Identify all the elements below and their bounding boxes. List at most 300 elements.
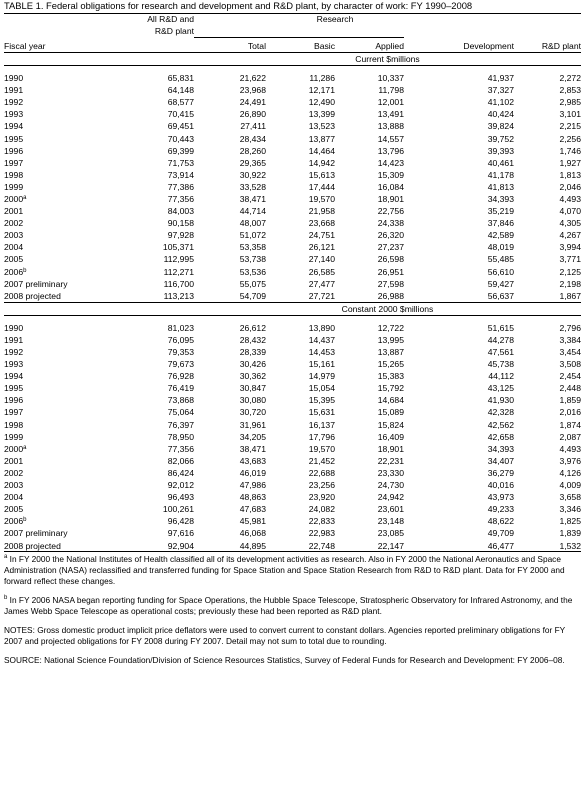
rd-plant-cell: 2,016 <box>559 407 581 418</box>
rd-plant-cell: 1,927 <box>559 157 581 168</box>
rd-plant-cell: 2,448 <box>559 383 581 394</box>
rd-plant-cell: 1,839 <box>559 528 581 539</box>
fiscal-year-cell: 1992 <box>4 97 24 108</box>
fiscal-year-cell: 2007 preliminary <box>4 528 68 539</box>
basic-cell: 21,452 <box>308 455 335 466</box>
fiscal-year-cell: 1998 <box>4 169 24 180</box>
rd-plant-cell: 3,454 <box>559 347 581 357</box>
table-row <box>4 229 581 241</box>
research-total-cell: 34,205 <box>239 431 266 442</box>
table-row <box>4 181 581 193</box>
rd-plant-cell: 2,796 <box>559 322 581 333</box>
all-rd-cell: 73,914 <box>167 169 194 180</box>
development-cell: 39,824 <box>487 121 514 132</box>
footnote-marker: b <box>23 267 27 274</box>
footnote-a <box>4 554 581 587</box>
basic-cell: 14,464 <box>308 145 335 156</box>
fiscal-year-cell: 2002 <box>4 467 24 478</box>
table-row <box>4 334 581 346</box>
rd-plant-cell: 1,867 <box>514 290 581 303</box>
rd-plant-cell: 4,009 <box>559 480 581 491</box>
research-total-cell: 33,528 <box>239 181 266 192</box>
basic-cell: 15,161 <box>308 359 335 370</box>
research-total-cell: 45,981 <box>239 516 266 527</box>
applied-cell: 26,951 <box>377 266 404 277</box>
basic-cell: 19,570 <box>308 443 335 454</box>
table-row <box>4 503 581 515</box>
table-row <box>4 479 581 491</box>
research-total-cell: 30,080 <box>239 395 266 406</box>
basic-cell: 11,286 <box>309 73 335 84</box>
research-total-cell: 30,426 <box>239 359 266 370</box>
research-total-cell: 23,968 <box>239 85 266 96</box>
table-row <box>4 370 581 382</box>
development-cell: 40,424 <box>487 109 514 120</box>
rd-plant-cell: 4,267 <box>559 230 581 241</box>
all-rd-cell: 69,451 <box>167 121 194 132</box>
applied-cell: 15,309 <box>377 169 404 180</box>
all-rd-cell: 112,271 <box>163 266 194 277</box>
applied-cell: 18,901 <box>377 443 404 454</box>
all-rd-cell: 73,868 <box>167 395 194 406</box>
development-cell: 41,102 <box>487 97 514 108</box>
all-rd-cell: 76,397 <box>167 419 194 430</box>
applied-cell: 13,796 <box>377 145 404 156</box>
fiscal-year-cell: 2005 <box>4 504 24 515</box>
fiscal-year-cell: 2008 projected <box>4 290 132 303</box>
basic-cell: 19,570 <box>308 193 335 204</box>
development-cell: 43,125 <box>487 383 514 394</box>
table-row <box>4 358 581 370</box>
research-total-cell: 44,895 <box>194 539 266 552</box>
research-total-cell: 28,434 <box>239 133 266 144</box>
development-cell: 42,562 <box>487 419 514 430</box>
table-row <box>4 144 581 156</box>
research-total-cell: 53,536 <box>239 266 266 277</box>
table-row <box>4 277 581 289</box>
table-row <box>4 169 581 181</box>
col-header-research: Research <box>266 13 404 25</box>
rd-plant-cell: 1,813 <box>559 169 581 180</box>
basic-cell: 15,395 <box>308 395 335 406</box>
all-rd-cell: 76,095 <box>167 334 194 345</box>
development-cell: 40,461 <box>487 157 514 168</box>
fiscal-year-cell: 2000$^a$ <box>4 443 27 454</box>
fiscal-year-cell: 1999 <box>4 181 24 192</box>
research-total-cell: 31,961 <box>239 419 266 430</box>
applied-cell: 22,231 <box>377 455 404 466</box>
applied-cell: 13,888 <box>377 121 404 132</box>
development-cell: 56,610 <box>487 266 514 277</box>
development-cell: 44,112 <box>488 371 514 382</box>
research-total-cell: 54,709 <box>194 290 266 303</box>
basic-cell: 13,890 <box>308 322 335 333</box>
table-row <box>4 265 581 277</box>
applied-cell: 15,265 <box>377 359 404 370</box>
development-cell: 39,393 <box>487 145 514 156</box>
table-row <box>4 418 581 430</box>
all-rd-cell: 64,148 <box>167 85 194 96</box>
fiscal-year-cell: 1993 <box>4 109 24 120</box>
table-row <box>4 406 581 418</box>
table-row <box>4 217 581 229</box>
table-row <box>4 241 581 253</box>
applied-cell: 10,337 <box>377 73 404 84</box>
development-cell: 42,589 <box>487 230 514 241</box>
development-cell: 42,658 <box>487 431 514 442</box>
all-rd-cell: 86,424 <box>167 467 194 478</box>
applied-cell: 27,237 <box>377 242 404 253</box>
rd-plant-cell: 2,215 <box>559 121 581 132</box>
development-cell: 37,327 <box>487 85 514 96</box>
all-rd-cell: 71,753 <box>167 157 194 168</box>
rd-plant-cell: 2,198 <box>559 278 581 289</box>
basic-cell: 22,983 <box>308 528 335 539</box>
rd-plant-cell: 4,070 <box>559 206 581 217</box>
rd-plant-cell: 3,658 <box>559 492 581 503</box>
development-cell: 34,393 <box>487 193 514 204</box>
table-row <box>4 156 581 168</box>
fiscal-year-cell: 1998 <box>4 419 24 430</box>
basic-cell: 22,833 <box>308 516 335 527</box>
basic-cell: 27,140 <box>308 254 335 265</box>
footnote-b <box>4 595 581 617</box>
footnote-a-text: In FY 2000 the National Institutes of Health classified all of its development activities as research. Also in FY 2000 the National Aeronautics and Space Administration (NASA) reclassified and transferred funding for Space Station and Space Station Research from R&D to R&D plant. Data for FY 2000 and forward reflect these changes. <box>4 554 565 587</box>
table-body <box>4 52 581 552</box>
basic-cell: 17,444 <box>308 181 335 192</box>
basic-cell: 12,490 <box>308 97 335 108</box>
research-total-cell: 48,007 <box>239 218 266 229</box>
basic-cell: 23,256 <box>308 480 335 491</box>
research-total-cell: 48,863 <box>239 492 266 503</box>
applied-cell: 26,598 <box>377 254 404 265</box>
rd-plant-cell: 1,825 <box>559 516 581 527</box>
development-cell: 40,016 <box>487 480 514 491</box>
development-cell: 37,846 <box>487 218 514 229</box>
all-rd-cell: 70,415 <box>167 109 194 120</box>
applied-cell: 22,147 <box>335 539 404 552</box>
table-row <box>4 443 581 455</box>
footnote-marker: a <box>23 444 27 451</box>
applied-cell: 23,601 <box>377 504 404 515</box>
col-header-all-rd-line2: R&D plant <box>154 26 194 37</box>
rd-plant-cell: 3,976 <box>559 455 581 466</box>
table-row <box>4 539 581 552</box>
applied-cell: 15,824 <box>377 419 404 430</box>
footnote-a-mark: a <box>4 554 8 561</box>
all-rd-cell: 76,419 <box>167 383 194 394</box>
footnote-b-mark: b <box>4 595 8 602</box>
fiscal-year-cell: 1996 <box>4 395 24 406</box>
research-total-cell: 46,068 <box>239 528 266 539</box>
basic-cell: 22,688 <box>308 467 335 478</box>
fiscal-year-cell: 2004 <box>4 492 24 503</box>
research-total-cell: 47,986 <box>239 480 266 491</box>
basic-cell: 26,585 <box>308 266 335 277</box>
development-cell: 47,561 <box>487 347 514 357</box>
research-total-cell: 29,365 <box>239 157 266 168</box>
rd-plant-cell: 2,046 <box>559 181 581 192</box>
basic-cell: 27,721 <box>266 290 335 303</box>
research-total-cell: 24,491 <box>239 97 266 108</box>
all-rd-cell: 70,443 <box>167 133 194 144</box>
rd-plant-cell: 3,771 <box>559 254 581 265</box>
rd-plant-cell: 3,101 <box>559 109 581 120</box>
basic-cell: 14,979 <box>308 371 335 382</box>
research-total-cell: 28,432 <box>239 334 266 345</box>
rd-plant-cell: 2,256 <box>559 133 581 144</box>
applied-cell: 14,684 <box>377 395 404 406</box>
research-total-cell: 51,072 <box>239 230 266 241</box>
applied-cell: 14,423 <box>377 157 404 168</box>
all-rd-cell: 92,904 <box>132 539 194 552</box>
all-rd-cell: 113,213 <box>132 290 194 303</box>
table-row <box>4 467 581 479</box>
development-cell: 34,393 <box>487 443 514 454</box>
all-rd-cell: 76,928 <box>167 371 194 382</box>
applied-cell: 24,942 <box>377 492 404 503</box>
applied-cell: 24,730 <box>377 480 404 491</box>
rd-plant-cell: 4,493 <box>559 443 581 454</box>
applied-cell: 11,798 <box>378 85 404 96</box>
col-header-development: Development <box>404 37 514 52</box>
applied-cell: 27,598 <box>377 278 404 289</box>
fiscal-year-cell: 2001 <box>4 455 24 466</box>
fiscal-year-cell: 1991 <box>4 334 24 345</box>
all-rd-cell: 79,673 <box>167 359 194 370</box>
development-cell: 41,813 <box>487 181 514 192</box>
basic-cell: 15,631 <box>308 407 335 418</box>
applied-cell: 14,557 <box>377 133 404 144</box>
fiscal-year-cell: 2006$^b$ <box>4 516 27 527</box>
basic-cell: 24,751 <box>308 230 335 241</box>
development-cell: 34,407 <box>487 455 514 466</box>
col-header-total: Total <box>194 37 266 52</box>
development-cell: 41,178 <box>487 169 514 180</box>
applied-cell: 15,089 <box>377 407 404 418</box>
basic-cell: 17,796 <box>308 431 335 442</box>
fiscal-year-cell: 1990 <box>4 322 24 333</box>
all-rd-cell: 92,012 <box>167 480 194 491</box>
research-total-cell: 28,260 <box>239 145 266 156</box>
development-cell: 36,279 <box>487 467 514 478</box>
rd-plant-cell: 1,746 <box>559 145 581 156</box>
development-cell: 35,219 <box>487 206 514 217</box>
fiscal-year-cell: 2003 <box>4 230 24 241</box>
basic-cell: 14,942 <box>308 157 335 168</box>
rd-plant-cell: 1,859 <box>559 395 581 406</box>
all-rd-cell: 112,995 <box>163 254 194 265</box>
applied-cell: 16,409 <box>377 431 404 442</box>
basic-cell: 27,477 <box>308 278 335 289</box>
all-rd-cell: 69,399 <box>167 145 194 156</box>
table-row <box>4 515 581 527</box>
footnote-b-text: In FY 2006 NASA began reporting funding for Space Operations, the Hubble Space Telescope, Stratospheric Observatory for Infrared Astronomy, and the James Webb Space Telescope as operational costs; previously these had been reported as R&D plant. <box>4 595 573 617</box>
development-cell: 42,328 <box>487 407 514 418</box>
all-rd-cell: 75,064 <box>167 407 194 418</box>
development-cell: 51,615 <box>487 322 514 333</box>
rd-plant-cell: 4,305 <box>559 218 581 229</box>
research-total-cell: 28,339 <box>239 347 266 357</box>
fiscal-year-cell: 1994 <box>4 371 24 382</box>
fiscal-year-cell: 1993 <box>4 359 24 370</box>
fiscal-year-cell: 1996 <box>4 145 24 156</box>
rd-plant-cell: 1,532 <box>514 539 581 552</box>
table-row <box>4 72 581 84</box>
research-total-cell: 21,622 <box>239 73 266 84</box>
col-header-basic: Basic <box>266 37 335 52</box>
development-cell: 48,622 <box>487 516 514 527</box>
applied-cell: 12,001 <box>377 97 404 108</box>
fiscal-year-cell: 1997 <box>4 157 24 168</box>
development-cell: 39,752 <box>487 133 514 144</box>
development-cell: 56,637 <box>404 290 514 303</box>
applied-cell: 13,887 <box>377 347 404 357</box>
development-cell: 41,937 <box>487 73 514 84</box>
research-total-cell: 38,471 <box>239 443 266 454</box>
fiscal-year-cell: 2001 <box>4 206 24 217</box>
development-cell: 59,427 <box>487 278 514 289</box>
fiscal-year-cell: 1995 <box>4 383 24 394</box>
table-row <box>4 322 581 334</box>
rd-plant-cell: 2,087 <box>559 431 581 442</box>
notes-text: NOTES: Gross domestic product implicit price deflators were used to convert current to constant dollars. Agencies reported preliminary obligations for FY 2007 and projected obligations for FY 2008 during FY 2007. Detail may not sum to total due to rounding. <box>4 625 566 646</box>
rd-plant-cell: 3,508 <box>559 359 581 370</box>
applied-cell: 15,383 <box>377 371 404 382</box>
basic-cell: 14,437 <box>308 334 335 345</box>
basic-cell: 13,523 <box>308 121 335 132</box>
rd-plant-cell: 2,272 <box>559 73 581 84</box>
basic-cell: 14,453 <box>308 347 335 357</box>
all-rd-cell: 84,003 <box>167 206 194 217</box>
source-text: SOURCE: National Science Foundation/Division of Science Resources Statistics, Survey of Federal Funds for Research and Development: FY 2006–08. <box>4 654 565 665</box>
rd-plant-cell: 4,126 <box>559 467 581 478</box>
table-row <box>4 84 581 96</box>
basic-cell: 13,877 <box>308 133 335 144</box>
table-row <box>4 120 581 132</box>
table-title: TABLE 1. Federal obligations for research and development and R&D plant, by character of work: FY 1990–2008 <box>4 0 473 11</box>
basic-cell: 15,613 <box>308 169 335 180</box>
rd-plant-cell: 1,874 <box>559 419 581 430</box>
basic-cell: 23,920 <box>308 492 335 503</box>
applied-cell: 22,756 <box>377 206 404 217</box>
rd-plant-cell: 2,853 <box>559 85 581 96</box>
research-total-cell: 53,358 <box>239 242 266 253</box>
col-header-applied: Applied <box>335 37 404 52</box>
footnote-marker: b <box>23 517 27 524</box>
basic-cell: 13,399 <box>308 109 335 120</box>
fiscal-year-cell: 1990 <box>4 73 24 84</box>
fiscal-year-cell: 2004 <box>4 242 24 253</box>
research-total-cell: 53,738 <box>239 254 266 265</box>
all-rd-cell: 97,616 <box>167 528 194 539</box>
fiscal-year-cell: 1992 <box>4 347 24 357</box>
all-rd-cell: 105,371 <box>162 242 194 253</box>
fiscal-year-cell: 1995 <box>4 133 24 144</box>
table-row <box>4 382 581 394</box>
col-header-rd-plant: R&D plant <box>514 37 581 52</box>
obligations-table <box>4 13 581 553</box>
table-row <box>4 394 581 406</box>
fiscal-year-cell: 1991 <box>4 85 24 96</box>
basic-cell: 22,748 <box>266 539 335 552</box>
all-rd-cell: 78,950 <box>167 431 194 442</box>
fiscal-year-cell: 2008 projected <box>4 539 132 552</box>
all-rd-cell: 77,356 <box>167 443 194 454</box>
basic-cell: 12,171 <box>308 85 335 96</box>
table-row <box>4 527 581 539</box>
fiscal-year-cell: 1999 <box>4 431 24 442</box>
basic-cell: 26,121 <box>308 242 335 253</box>
applied-cell: 12,722 <box>377 322 404 333</box>
all-rd-cell: 77,356 <box>167 193 194 204</box>
fiscal-year-cell: 2000$^a$ <box>4 193 27 204</box>
all-rd-cell: 90,158 <box>167 218 194 229</box>
col-header-all-rd-line1: All R&D and <box>132 13 194 25</box>
fiscal-year-cell: 2006$^b$ <box>4 266 27 277</box>
applied-cell: 15,792 <box>377 383 404 394</box>
rd-plant-cell: 2,985 <box>559 97 581 108</box>
all-rd-cell: 81,023 <box>167 322 194 333</box>
table-row <box>4 346 581 358</box>
applied-cell: 13,491 <box>377 109 404 120</box>
fiscal-year-cell: 2007 preliminary <box>4 278 68 289</box>
fiscal-year-cell: 2002 <box>4 218 24 229</box>
applied-cell: 18,901 <box>377 193 404 204</box>
development-cell: 43,973 <box>487 492 514 503</box>
table-row <box>4 455 581 467</box>
all-rd-cell: 65,831 <box>167 73 194 84</box>
research-total-cell: 47,683 <box>239 504 266 515</box>
basic-cell: 24,082 <box>308 504 335 515</box>
table-row <box>4 108 581 120</box>
section-label: Constant 2000 $millions <box>194 302 581 315</box>
applied-cell: 23,148 <box>377 516 404 527</box>
applied-cell: 13,995 <box>377 334 404 345</box>
rd-plant-cell: 3,346 <box>559 504 581 515</box>
all-rd-cell: 97,928 <box>167 230 194 241</box>
all-rd-cell: 116,700 <box>163 278 194 289</box>
applied-cell: 16,084 <box>377 181 404 192</box>
basic-cell: 15,054 <box>308 383 335 394</box>
development-cell: 48,019 <box>487 242 514 253</box>
table-row <box>4 290 581 303</box>
research-total-cell: 38,471 <box>239 193 266 204</box>
fiscal-year-cell: 1997 <box>4 407 24 418</box>
rd-plant-cell: 3,384 <box>559 334 581 345</box>
development-cell: 46,477 <box>404 539 514 552</box>
basic-cell: 16,137 <box>308 419 335 430</box>
footnote-marker: a <box>23 194 27 201</box>
rd-plant-cell: 2,125 <box>559 266 581 277</box>
table-row <box>4 253 581 265</box>
rd-plant-cell: 2,454 <box>559 371 581 382</box>
development-cell: 55,485 <box>487 254 514 265</box>
all-rd-cell: 96,493 <box>167 492 194 503</box>
table-row <box>4 491 581 503</box>
rd-plant-cell: 4,493 <box>559 193 581 204</box>
research-total-cell: 26,612 <box>239 322 266 333</box>
table-row <box>4 132 581 144</box>
all-rd-cell: 77,386 <box>167 181 194 192</box>
fiscal-year-cell: 2005 <box>4 254 24 265</box>
all-rd-cell: 82,066 <box>167 455 194 466</box>
applied-cell: 23,330 <box>377 467 404 478</box>
research-total-cell: 26,890 <box>239 109 266 120</box>
applied-cell: 23,085 <box>377 528 404 539</box>
research-total-cell: 30,922 <box>239 169 266 180</box>
basic-cell: 21,958 <box>308 206 335 217</box>
